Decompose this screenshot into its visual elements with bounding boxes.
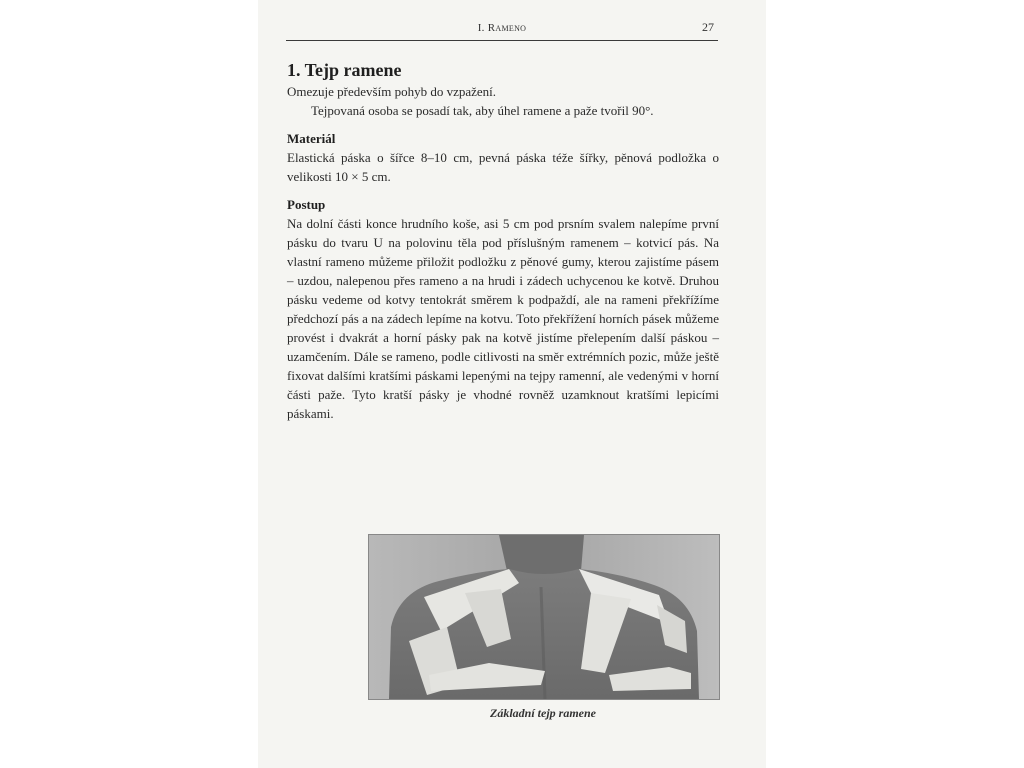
page-content xyxy=(287,58,719,423)
running-header xyxy=(286,18,718,41)
intro-paragraph-1: Omezuje především pohyb do vzpažení. xyxy=(287,84,497,99)
page-number: 27 xyxy=(702,20,714,34)
procedure-heading: Postup xyxy=(287,197,326,212)
figure-caption: Základní tejp ramene xyxy=(490,706,596,720)
material-heading: Materiál xyxy=(287,131,336,146)
procedure-paragraph: Na dolní části konce hrudního koše, asi 5 cm pod prsním svalem nalepíme první pásku do tvaru U na polovinu těla pod příslušným ramenem – kotvicí pás. Na vlastní rameno můžeme přiložit podložku z pěnové gumy, kterou zajistíme pásem – uzdou, nalepenou přes rameno a na hrudi i zádech uchycenou ke kotvě. Druhou pásku vedeme od kotvy tentokrát směrem k podpaždí, ale na rameni překřížíme předchozí pás a na zádech lepíme na kotvu. Toto překřížení horních pásek můžeme provést i dvakrát a horní pásky pak na kotvě jistíme přelepením další páskou – uzamčením. Dále se rameno, podle citlivosti na směr extrémních pozic, může ještě fixovat dalšími kratšími páskami lepenými na tejpy ramenní, ale vedenými v horní části paže. Tyto kratší pásky je vhodné rovněž uzamknout kratšími lepicími páskami. xyxy=(287,216,719,421)
intro-paragraph-2: Tejpovaná osoba se posadí tak, aby úhel ramene a paže tvořil 90°. xyxy=(311,103,654,118)
back-taping-illustration xyxy=(369,535,719,699)
material-paragraph: Elastická páska o šířce 8–10 cm, pevná páska téže šířky, pěnová podložka o velikosti 10 × 5 cm. xyxy=(287,150,719,184)
section-title: 1. Tejp ramene xyxy=(287,60,402,80)
shoulder-tape-photo xyxy=(368,534,720,700)
running-title: I. Rameno xyxy=(477,22,527,34)
